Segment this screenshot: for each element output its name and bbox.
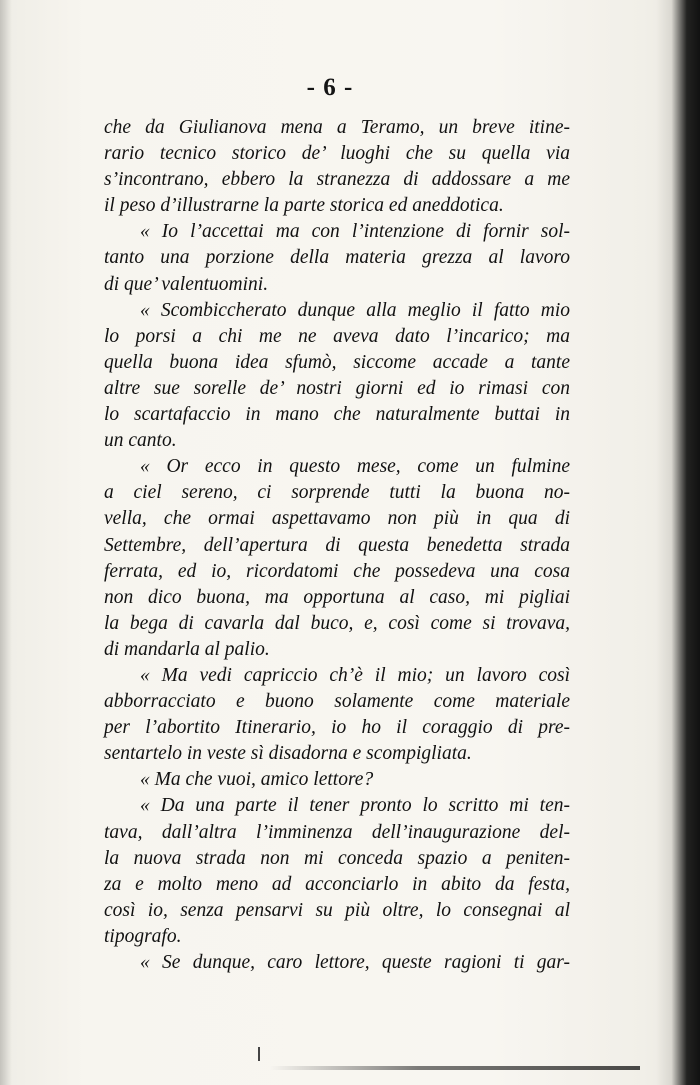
text-line: Settembre, dell’apertura di questa benedetta strada [104, 534, 570, 556]
text-line: « Ma che vuoi, amico lettore? [140, 769, 374, 791]
text-line: « Scombiccherato dunque alla meglio il fatto mio [140, 299, 570, 321]
text-line: a ciel sereno, ci sorprende tutti la buona no- [104, 482, 570, 504]
text-line: non dico buona, ma opportuna al caso, mi pigliai [104, 586, 570, 608]
text-line: quella buona idea sfumò, siccome accade a tante [104, 351, 570, 373]
text-line: abborracciato e buono solamente come materiale [104, 691, 570, 713]
text-line: tanto una porzione della materia grezza al lavoro [104, 247, 570, 269]
body-text [104, 115, 570, 976]
page-number: - 6 - [306, 74, 354, 101]
text-line: sentartelo in veste sì disadorna e scompigliata. [104, 743, 472, 765]
ink-mark [258, 1047, 260, 1061]
text-line: il peso d’illustrarne la parte storica ed aneddotica. [104, 195, 504, 217]
text-line: rario tecnico storico de’ luoghi che su quella via [104, 143, 570, 165]
text-line: lo porsi a chi me ne aveva dato l’incarico; ma [104, 325, 570, 347]
text-line: za e molto meno ad acconciarlo in abito da festa, [104, 873, 570, 895]
text-line: « Or ecco in questo mese, come un fulmine [140, 456, 570, 478]
text-line: la nuova strada non mi conceda spazio a peniten- [104, 847, 570, 869]
page-left-shadow [0, 0, 12, 1085]
text-line: di mandarla al palio. [104, 638, 270, 660]
text-line: « Io l’accettai ma con l’intenzione di fornir sol- [140, 221, 570, 243]
text-line: che da Giulianova mena a Teramo, un breve itine- [104, 117, 570, 138]
text-line: di que’ valentuomini. [104, 273, 269, 295]
text-line: « Da una parte il tener pronto lo scritto mi ten- [140, 795, 570, 817]
text-line: ferrata, ed io, ricordatomi che possedeva una cosa [104, 560, 570, 582]
text-line: altre sue sorelle de’ nostri giorni ed io rimasi con [104, 377, 570, 399]
page-bottom-shadow [270, 1066, 640, 1070]
text-line: così io, senza pensarvi su più oltre, lo consegnai al [104, 899, 570, 921]
text-line: la bega di cavarla dal buco, e, così come si trovava, [104, 612, 570, 634]
text-line: s’incontrano, ebbero la stranezza di addossare a me [104, 169, 570, 191]
text-line: tipografo. [104, 925, 182, 947]
text-line: « Se dunque, caro lettore, queste ragioni ti gar- [140, 952, 570, 973]
text-line: un canto. [104, 430, 177, 452]
text-line: lo scartafaccio in mano che naturalmente buttai in [104, 404, 570, 426]
text-line: vella, che ormai aspettavamo non più in qua di [104, 508, 570, 530]
text-line: per l’abortito Itinerario, io ho il coraggio di pre- [104, 717, 570, 739]
text-line: « Ma vedi capriccio ch’è il mio; un lavoro così [140, 664, 570, 686]
book-binding-shadow [656, 0, 700, 1085]
text-line: tava, dall’altra l’imminenza dell’inaugurazione del- [104, 821, 570, 843]
